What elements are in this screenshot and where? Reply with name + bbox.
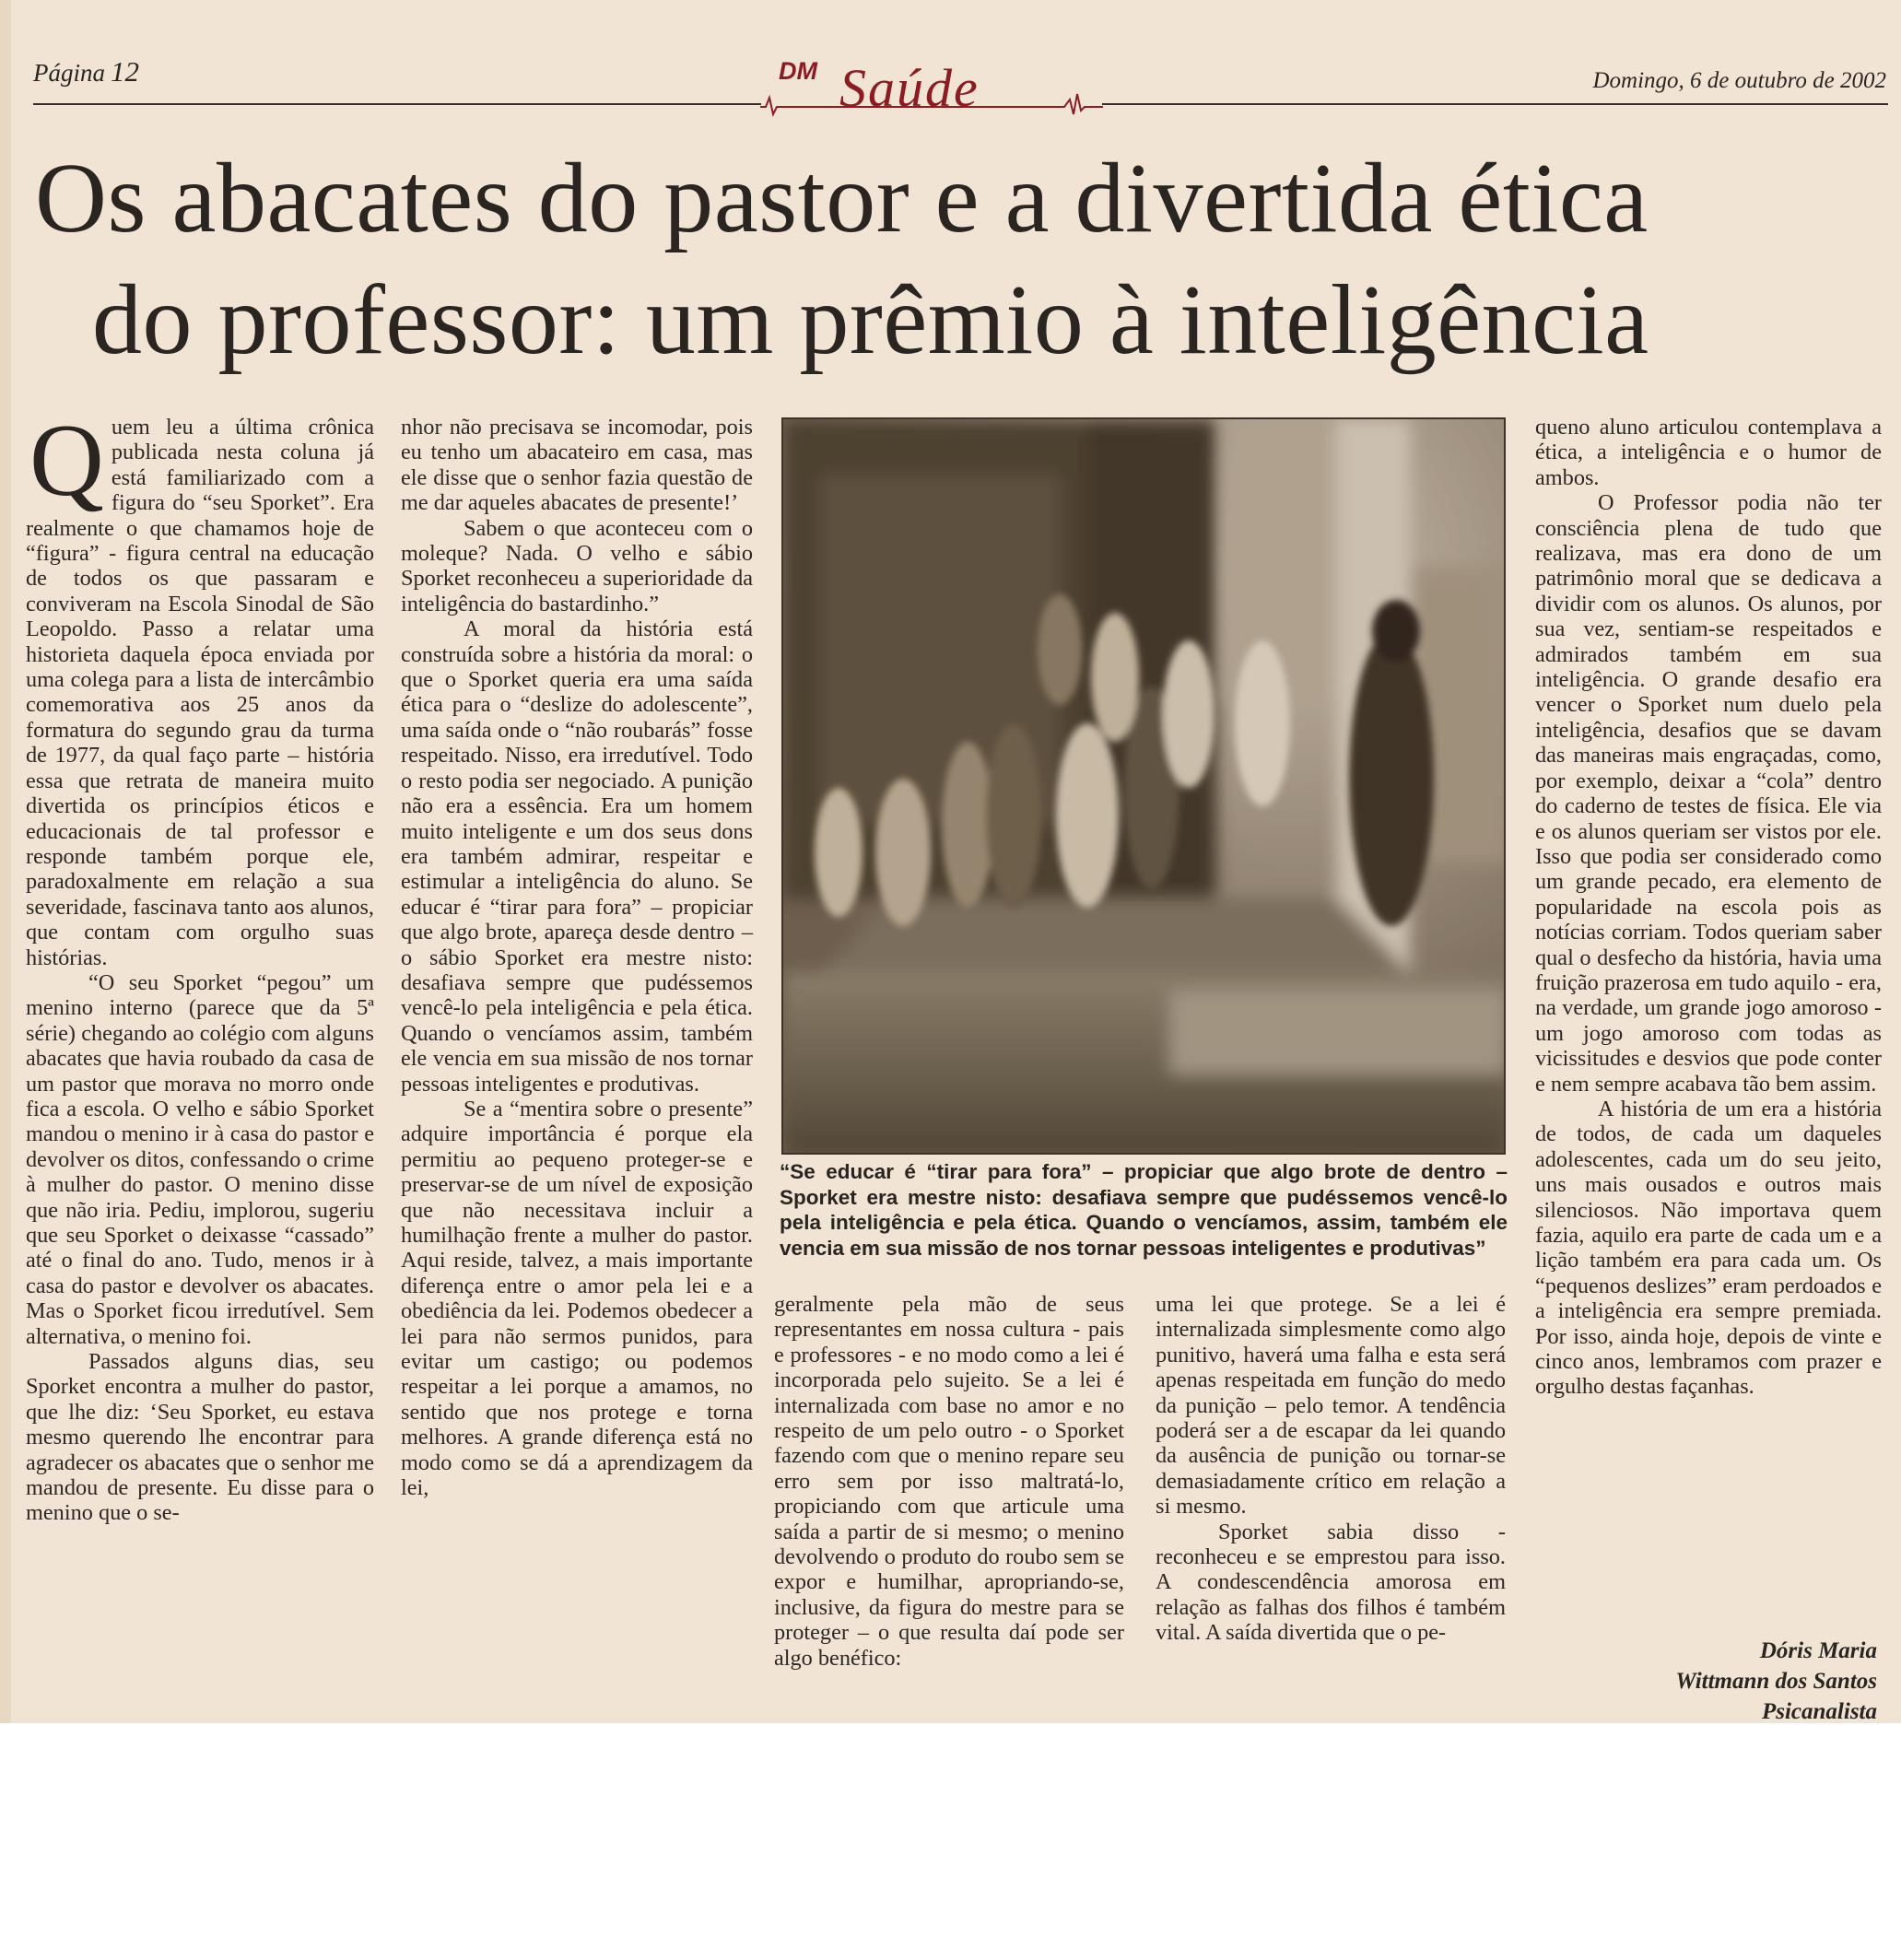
article-photo (781, 417, 1506, 1155)
author-name-line-2: Wittmann dos Santos (1675, 1669, 1877, 1694)
article-column-3a (774, 1292, 1124, 1671)
col3b-paragraph-2: Sporket sabia disso - reconheceu e se emprestou para isso. A condescendência amorosa em relação as falhas dos filhos é também vital. A saída divertida que o pe- (1156, 1519, 1506, 1646)
issue-date: Domingo, 6 de outubro de 2002 (1592, 68, 1886, 93)
headline-line-1: Os abacates do pastor e a divertida ética (35, 144, 1649, 253)
photo-caption: “Se educar é “tirar para fora” – propiciar que algo brote de dentro – Sporket era mestre nisto: desafiava sempre que pudéssemos vencê-lo pela inteligência e pela ética. Quando o vencíamos, assim, também ele vencia em sua missão de nos tornar pessoas inteligentes e produtivas” (780, 1160, 1508, 1260)
col3b-paragraph-1: uma lei que protege. Se a lei é internalizada simplesmente como algo punitivo, haverá uma falha e esta será apenas respeitada em função do medo da punição – pelo temor. A tendência poderá ser a de escapar da lei quando da ausência de punição ou tornar-se demasiadamente crítico em relação a si mesmo. (1156, 1292, 1506, 1520)
col1-paragraph-2: “O seu Sporket “pegou” um menino interno (parece que da 5ª série) chegando ao colégio com alguns abacates que havia roubado da casa de um pastor que morava no morro onde fica a escola. O velho e sábio Sporket mandou o menino ir à casa do pastor e devolver os ditos, confessando o crime à mulher do pastor. O menino disse que não iria. Pediu, implorou, sugeriu que seu Sporket o deixasse “cassado” até o final do ano. Tudo, menos ir à casa do pastor e devolver os abacates. Mas o Sporket ficou irredutível. Sem alternativa, o menino foi. (26, 969, 374, 1349)
article-column-4 (1535, 415, 1882, 1400)
col2-paragraph-1: nhor não precisava se incomodar, pois eu tenho um abacateiro em casa, mas ele disse que o senhor fazia questão de me dar aqueles abacates de presente!’ (401, 415, 753, 516)
page-edge (0, 0, 11, 1723)
col2-paragraph-2: Sabem o que aconteceu com o moleque? Nada. O velho e sábio Sporket reconheceu a superioridade da inteligência do bastardinho.” (401, 515, 753, 616)
author-title: Psicanalista (1761, 1699, 1877, 1723)
article-headline (35, 138, 1887, 381)
author-name-line-1: Dóris Maria (1759, 1638, 1877, 1663)
col4-paragraph-2: O Professor podia não ter consciência plena de tudo que realizava, mas era dono de um patrimônio moral que se dedicava a dividir com os alunos. Os alunos, por sua vez, sentiam-se respeitados e admirados também em sua inteligência. O grande desafio era vencer o Sporket num duelo pela inteligência, desafios que se davam das maneiras mais engraçadas, como, por exemplo, deixar a “cola” dentro do caderno de testes de física. Ele via e os alunos queriam ser vistos por ele. Isso que podia ser considerado como um grande pecado, era elemento de popularidade na escola pois as notícias corriam. Todos queriam saber qual o desfecho da história, havia uma fruição prazerosa em tudo aquilo - era, na verdade, um grande jogo amoroso - um jogo amoroso com todas as vicissitudes e desvios que pode conter e nem sempre acabava tão bem assim. (1535, 490, 1882, 1097)
col2-paragraph-4: Se a “mentira sobre o presente” adquire importância é porque ela permitiu ao pequeno proteger-se e preservar-se de um nível de exposição que não necessitava incluir a humilhação frente a mulher do pastor. Aqui reside, talvez, a mais importante diferença entre o amor pela lei e a obediência da lei. Podemos obedecer a lei para não sermos punidos, para evitar um castigo; ou podemos respeitar a lei porque a amamos, no sentido que nos protege e torna melhores. A grande diferença está no modo como se dá a aprendizagem da lei, (401, 1096, 753, 1501)
col4-paragraph-1: queno aluno articulou contemplava a ética, a inteligência e o humor de ambos. (1535, 415, 1882, 490)
author-signature (1675, 1636, 1877, 1723)
article-column-2 (401, 415, 753, 1500)
page-number: 12 (111, 55, 139, 88)
article-column-3b (1156, 1292, 1506, 1646)
logo-dm: DM (779, 57, 817, 85)
col2-paragraph-3: A moral da história está construída sobre a história da moral: o que o Sporket queria era uma saída ética para o “deslize do adolescente”, uma saída onde o “não roubarás” fosse respeitado. Nisso, era irredutível. Todo o resto podia ser negociado. A punição não era a essência. Era um homem muito inteligente e um dos seus dons era também admirar, respeitar e estimular a inteligência do aluno. Se educar é “tirar para fora” – propiciar que algo brote, apareça desde dentro – o sábio Sporket era mestre nisto: desafiava sempre que pudéssemos vencê-lo pela inteligência e pela ética. Quando o vencíamos assim, também ele vencia em sua missão de nos tornar pessoas inteligentes e produtivas. (401, 616, 753, 1097)
page-number-label (33, 55, 139, 88)
col1-paragraph-1: uem leu a última crônica publicada nesta coluna já está familiarizado com a figura do “seu Sporket”. Era realmente o que chamamos hoje de “figura” - figura central na educação de todos os que passaram e conviveram na Escola Sinodal de São Leopoldo. Passo a relatar uma historieta daquela época enviada por uma colega para a lista de intercâmbio comemorativa aos 25 anos da formatura do segundo grau da turma de 1977, da qual faço parte – história essa que retrata de maneira muito divertida os princípios éticos e educacionais de tal professor e responde também porque ele, paradoxalmente em relação a sua severidade, fascinava tanto aos alunos, que contam com orgulho suas histórias. (26, 415, 374, 970)
headline-line-2: do professor: um prêmio à inteligência (92, 265, 1649, 375)
section-logo (760, 50, 1103, 129)
col3a-paragraph-1: geralmente pela mão de seus representantes em nossa cultura - pais e professores - e no modo como a lei é incorporada pelo sujeito. Se a lei é internalizada com base no amor e no respeito de um pelo outro - o Sporket fazendo com que o menino repare seu erro sem por isso maltratá-lo, propiciando com que articule uma saída a partir de si mesmo; o menino devolvendo o produto do roubo sem se expor e humilhar, apropriando-se, inclusive, da figura do mestre para se proteger – o que resulta daí pode ser algo benéfico: (774, 1292, 1124, 1671)
col1-paragraph-3: Passados alguns dias, seu Sporket encontra a mulher do pastor, que lhe diz: ‘Seu Sporket, eu estava mesmo querendo lhe encontrar para agradecer os abacates que o senhor me mandou de presente. Eu disse para o menino que o se- (26, 1349, 374, 1526)
logo-saude: Saúde (839, 58, 980, 118)
drop-cap: Q (29, 404, 104, 518)
article-column-1 (26, 404, 374, 1526)
page-label: Página (33, 59, 105, 87)
photo-students-on-stairs (783, 419, 1506, 1155)
masthead-rule-left (33, 103, 761, 105)
masthead-rule-right (1102, 103, 1888, 105)
col4-paragraph-3: A história de um era a história de todos, de cada um daqueles adolescentes, cada um do seu jeito, uns mais ousados e outros mais silenciosos. Não importava quem fazia, aquilo era parte de cada um e a lição também era para cada um. Os “pequenos deslizes” eram perdoados e a inteligência era sempre premiada. Por isso, ainda hoje, depois de vinte e cinco anos, lembramos com prazer e orgulho destas façanhas. (1535, 1096, 1882, 1400)
